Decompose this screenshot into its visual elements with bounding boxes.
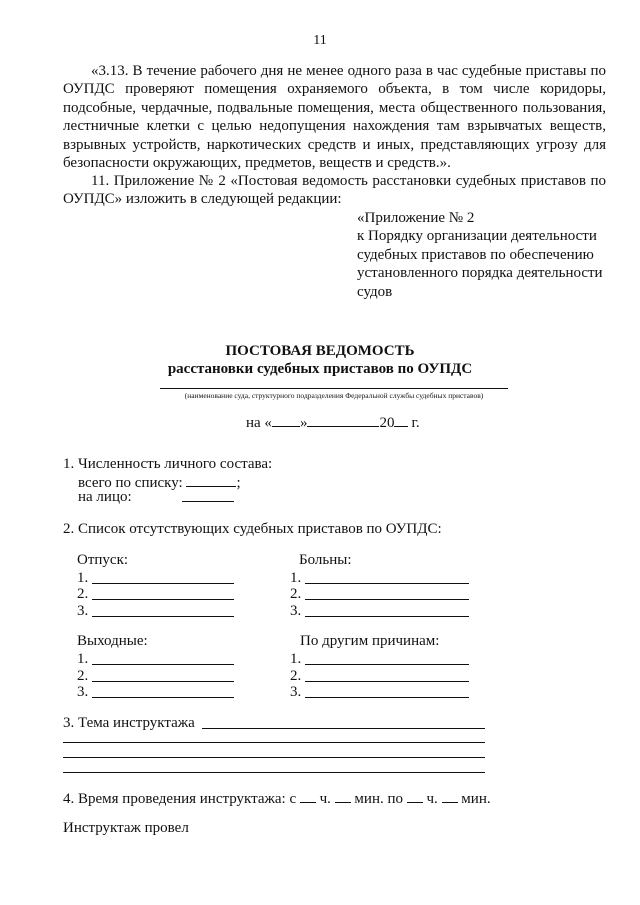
appendix-line: к Порядку организации деятельности (357, 228, 597, 245)
vacation-item-number: 2. (77, 586, 89, 602)
sick-line-2[interactable] (305, 599, 469, 600)
time-prefix: 4. Время проведения инструктажа: с (63, 791, 297, 807)
time-to-minute-label: мин. (461, 791, 491, 807)
time-to-hour-label: ч. (426, 791, 438, 807)
time-from-hour-blank[interactable] (300, 789, 316, 803)
other-item-number: 3. (290, 684, 302, 700)
paragraph-3-13 (63, 62, 606, 172)
appendix-line: «Приложение № 2 (357, 210, 475, 226)
sick-item-number: 2. (290, 586, 302, 602)
court-name-caption: (наименование суда, структурного подразделения Федеральной службы судебных приставов) (184, 391, 484, 400)
date-prefix: на « (246, 415, 272, 431)
section3-title: 3. Тема инструктажа (63, 715, 195, 731)
other-item-number: 2. (290, 668, 302, 684)
appendix-line: установленного порядка деятельности (357, 265, 603, 282)
date-year-blank[interactable] (394, 413, 408, 427)
other-item-number: 1. (290, 651, 302, 667)
appendix-line: судов (357, 283, 393, 300)
by-list-label: всего по списку: (78, 475, 183, 491)
other-line-1[interactable] (305, 664, 469, 665)
topic-line-2[interactable] (63, 742, 485, 743)
time-from-minute-label: мин. по (354, 791, 403, 807)
sick-item-number: 3. (290, 603, 302, 619)
date-year-prefix: 20 (379, 415, 395, 431)
vacation-label: Отпуск: (77, 552, 129, 568)
paragraph-3-13-text: «3.13. В течение рабочего дня не менее одного раза в час судебные приставы по ОУПДС проверяют помещения охраняемого объекта, в том числе коридоры, подсобные, чердачные, подвальные помещения, места общественного пользования, лестничные клетки с целью недопущения нахождения там взрывчатых веществ, взрывных устройств, наркотических средств и иных, представляющих угрозу для безопасности окружающих, предметов, веществ и средств.». (63, 63, 606, 172)
paragraph-11 (63, 172, 606, 209)
sick-line-3[interactable] (305, 616, 469, 617)
instructor-label: Инструктаж провел (63, 820, 189, 836)
days-off-line-2[interactable] (92, 681, 234, 682)
sick-label: Больны: (299, 552, 352, 568)
document-subtitle: расстановки судебных приставов по ОУПДС (167, 361, 473, 377)
sick-item-number: 1. (290, 570, 302, 586)
paragraph-11-text: 11. Приложение № 2 «Постовая ведомость расстановки судебных приставов по ОУПДС» изложить в следующей редакции: (63, 173, 606, 208)
topic-line-4[interactable] (63, 772, 485, 773)
vacation-line-2[interactable] (92, 599, 234, 600)
section4-row (63, 789, 491, 808)
days-off-item-number: 2. (77, 668, 89, 684)
vacation-item-number: 3. (77, 603, 89, 619)
vacation-item-number: 1. (77, 570, 89, 586)
other-line-3[interactable] (305, 697, 469, 698)
time-to-hour-blank[interactable] (407, 789, 423, 803)
appendix-line: судебных приставов по обеспечению (357, 246, 594, 263)
by-list-blank[interactable] (186, 473, 236, 487)
days-off-label: Выходные: (77, 633, 148, 649)
section1-title: 1. Численность личного состава: (63, 456, 273, 472)
days-off-item-number: 3. (77, 684, 89, 700)
other-reasons-label: По другим причинам: (300, 633, 440, 649)
appendix-header (357, 209, 617, 301)
date-line (246, 413, 420, 432)
page-number: 11 (313, 33, 327, 48)
sick-line-1[interactable] (305, 583, 469, 584)
date-day-blank[interactable] (272, 413, 300, 427)
date-month-blank[interactable] (307, 413, 379, 427)
vacation-line-3[interactable] (92, 616, 234, 617)
time-from-hour-label: ч. (319, 791, 331, 807)
present-blank[interactable] (182, 501, 234, 502)
days-off-line-1[interactable] (92, 664, 234, 665)
date-suffix: г. (411, 415, 420, 431)
document-title: ПОСТОВАЯ ВЕДОМОСТЬ (225, 343, 415, 359)
days-off-item-number: 1. (77, 651, 89, 667)
present-label: на лицо: (78, 489, 132, 505)
section2-title: 2. Список отсутствующих судебных приставов по ОУПДС: (63, 521, 442, 537)
time-to-minute-blank[interactable] (442, 789, 458, 803)
topic-line-1[interactable] (202, 728, 485, 729)
time-from-minute-blank[interactable] (335, 789, 351, 803)
topic-line-3[interactable] (63, 757, 485, 758)
vacation-line-1[interactable] (92, 583, 234, 584)
date-middle: » (299, 415, 308, 431)
days-off-line-3[interactable] (92, 697, 234, 698)
other-line-2[interactable] (305, 681, 469, 682)
by-list-end: ; (236, 475, 241, 491)
court-name-line[interactable] (160, 388, 508, 389)
